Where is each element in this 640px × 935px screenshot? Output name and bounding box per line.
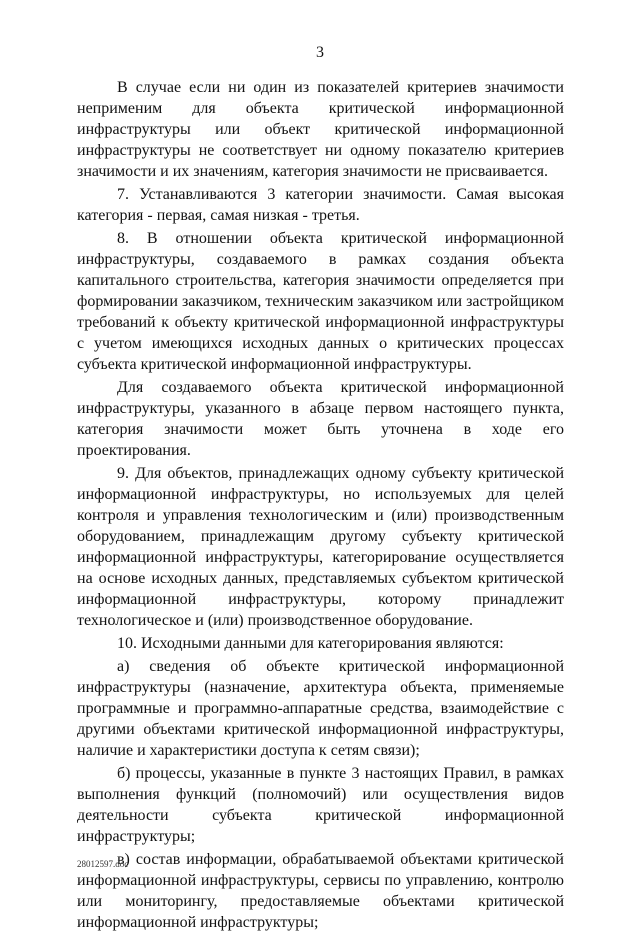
paragraph-item-10: 10. Исходными данными для категорирования являются:	[117, 635, 504, 652]
paragraph-item-8-clarification: Для создаваемого объекта критической информационной инфраструктуры, указанного в абзаце первом настоящего пункта, категория значимости может быть уточнена в ходе его проектирования.	[77, 379, 564, 459]
document-file-code: 28012597.doc	[77, 859, 129, 869]
paragraph-item-10-v: в) состав информации, обрабатываемой объектами критической информационной инфраструктуры, сервисы по управлению, контролю или мониторингу, предоставляемые объектами критической информационной инфраструктуры;	[77, 851, 564, 931]
paragraph-item-7: 7. Устанавливаются 3 категории значимости. Самая высокая категория - первая, самая низкая - третья.	[77, 186, 564, 224]
paragraph-item-10-a: а) сведения об объекте критической информационной инфраструктуры (назначение, архитектура объекта, применяемые программные и программно-аппаратные средства, взаимодействие с другими объектами критической информационной инфраструктуры, наличие и характеристики доступа к сетям связи);	[77, 658, 564, 759]
page-number: 3	[316, 44, 324, 61]
document-body	[77, 77, 564, 935]
paragraph-item-10-b: б) процессы, указанные в пункте 3 настоящих Правил, в рамках выполнения функций (полномочий) или осуществления видов деятельности субъекта критической информационной инфраструктуры;	[77, 765, 564, 845]
paragraph-item-9: 9. Для объектов, принадлежащих одному субъекту критической информационной инфраструктуры, но используемых для целей контроля и управления технологическим и (или) производственным оборудованием, принадлежащим другому субъекту критической информационной инфраструктуры, категорирование осуществляется на основе исходных данных, представляемых субъектом критической информационной инфраструктуры, которому принадлежит технологическое и (или) производственное оборудование.	[77, 465, 564, 629]
paragraph-significance-not-assigned: В случае если ни один из показателей критериев значимости неприменим для объекта критической информационной инфраструктуры или объект критической информационной инфраструктуры не соответствует ни одному показателю критериев значимости и их значениям, категория значимости не присваивается.	[77, 79, 564, 180]
paragraph-item-8: 8. В отношении объекта критической информационной инфраструктуры, создаваемого в рамках создания объекта капитального строительства, категория значимости определяется при формировании заказчиком, техническим заказчиком или застройщиком требований к объекту критической информационной инфраструктуры с учетом имеющихся исходных данных о критических процессах субъекта критической информационной инфраструктуры.	[77, 230, 564, 373]
